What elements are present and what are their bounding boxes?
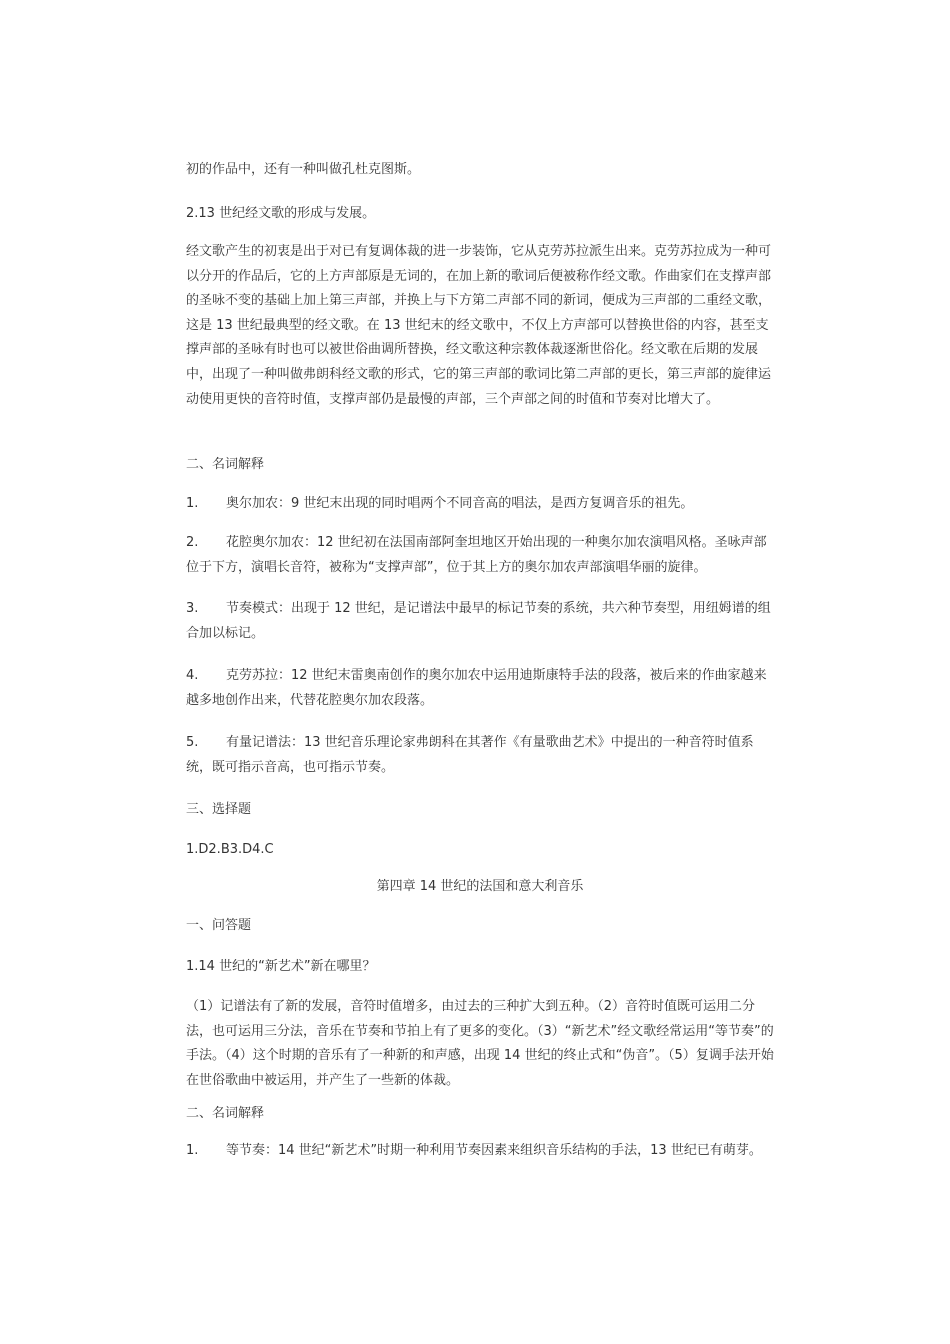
term-item [186,597,774,646]
term-text: 等节奏：14 世纪“新艺术”时期一种利用节奏因素来组织音乐结构的手法，13 世纪已有萌芽。 [226,1143,762,1158]
term-item [186,664,774,713]
ch4-section-heading-terms: 二、名词解释 [186,1106,265,1121]
term-number: 5. [186,735,199,750]
term-number: 4. [186,668,199,683]
question-2-title: 2.13 世纪经文歌的形成与发展。 [186,206,376,221]
paragraph-intro-tail: 初的作品中，还有一种叫做孔杜克图斯。 [186,162,421,177]
term-text: 花腔奥尔加农：12 世纪初在法国南部阿奎坦地区开始出现的一种奥尔加农演唱风格。圣咏声部位于下方，演唱长音符，被称为“支撑声部”，位于其上方的奥尔加农声部演唱华丽的旋律。 [186,535,767,575]
term-number: 1. [186,1143,199,1158]
term-text: 克劳苏拉：12 世纪末雷奥南创作的奥尔加农中运用迪斯康特手法的段落，被后来的作曲家越来越多地创作出来，代替花腔奥尔加农段落。 [186,668,767,708]
choice-answers: 1.D2.B3.D4.C [186,842,274,857]
term-item [186,531,774,580]
chapter-title: 第四章 14 世纪的法国和意大利音乐 [376,879,584,894]
term-item [186,492,774,517]
ch4-term-item [186,1139,774,1164]
term-text: 有量记谱法：13 世纪音乐理论家弗朗科在其著作《有量歌曲艺术》中提出的一种音符时值系统，既可指示音高，也可指示节奏。 [186,735,754,775]
term-number: 2. [186,535,199,550]
term-item [186,731,774,780]
section-heading-choice: 三、选择题 [186,802,252,817]
ch4-question-1-title: 1.14 世纪的“新艺术”新在哪里？ [186,959,376,974]
term-number: 1. [186,496,199,511]
section-heading-terms: 二、名词解释 [186,457,265,472]
term-number: 3. [186,601,199,616]
ch4-section-heading-qa: 一、问答题 [186,918,252,933]
term-text: 奥尔加农：9 世纪末出现的同时唱两个不同音高的唱法，是西方复调音乐的祖先。 [226,496,694,511]
ch4-question-1-answer: （1）记谱法有了新的发展，音符时值增多，由过去的三种扩大到五种。（2）音符时值既可运用二分法，也可运用三分法，音乐在节奏和节拍上有了更多的变化。（3）“新艺术”经文歌经常运用“等节奏”的手法。（4）这个时期的音乐有了一种新的和声感，出现 14 世纪的终止式和“伪音”。（5）复调手法开始在世俗歌曲中被运用，并产生了一些新的体裁。 [186,999,774,1088]
term-text: 节奏模式：出现于 12 世纪，是记谱法中最早的标记节奏的系统，共六种节奏型，用纽姆谱的组合加以标记。 [186,601,771,641]
question-2-answer: 经文歌产生的初衷是出于对已有复调体裁的进一步装饰，它从克劳苏拉派生出来。克劳苏拉成为一种可以分开的作品后，它的上方声部原是无词的，在加上新的歌词后便被称作经文歌。作曲家们在支撑声部的圣咏不变的基础上加上第三声部，并换上与下方第二声部不同的新词，便成为三声部的二重经文歌，这是 13 世纪最典型的经文歌。在 13 世纪末的经文歌中，不仅上方声部可以替换世俗的内容，甚至支撑声部的圣咏有时也可以被世俗曲调所替换，经文歌这种宗教体裁逐渐世俗化。经文歌在后期的发展中，出现了一种叫做弗朗科经文歌的形式，它的第三声部的歌词比第二声部的更长，第三声部的旋律运动使用更快的音符时值，支撑声部仍是最慢的声部，三个声部之间的时值和节奏对比增大了。 [186,244,772,407]
